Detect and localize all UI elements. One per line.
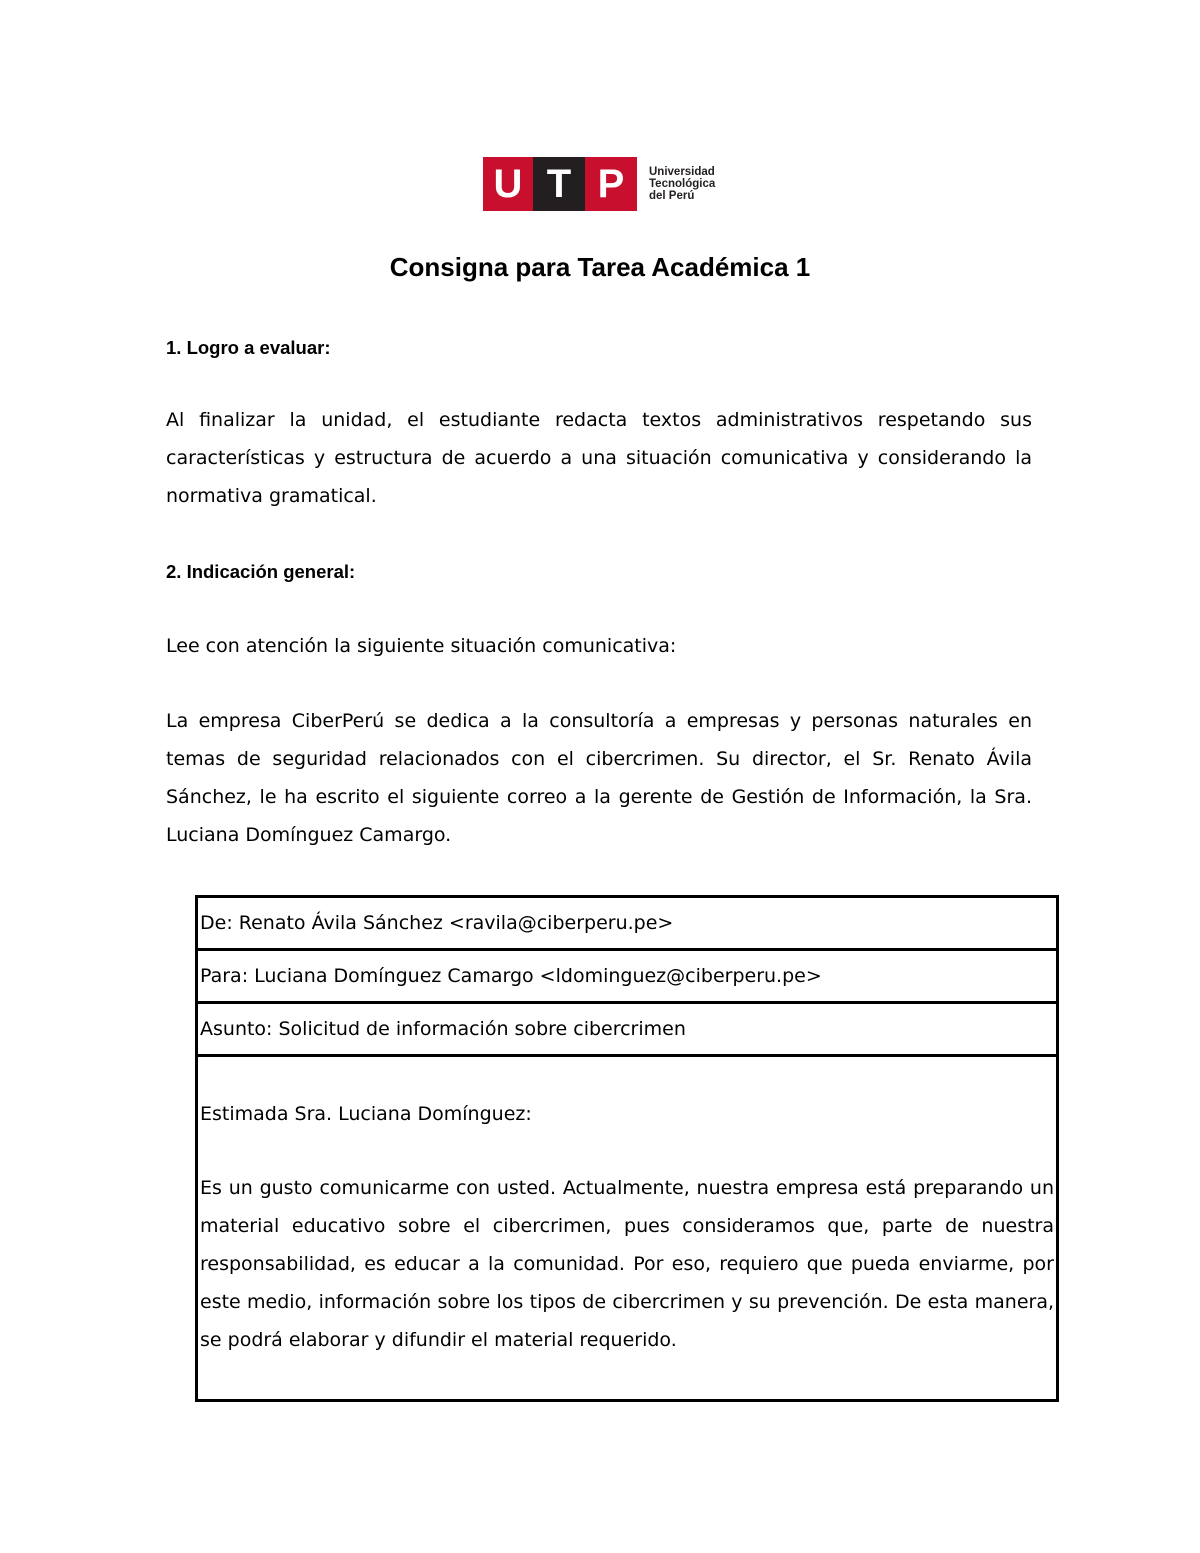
logo-name-line: del Perú — [649, 190, 695, 202]
email-to: Para: Luciana Domínguez Camargo <ldominguez@ciberperu.pe> — [197, 950, 1058, 1003]
logo-university-name — [649, 157, 715, 211]
page-title: Consigna para Tarea Académica 1 — [389, 252, 811, 282]
logo-letter-p: P — [585, 157, 637, 211]
logo-letter-u: U — [483, 157, 533, 211]
email-table — [195, 895, 1059, 1402]
email-body-text: Es un gusto comunicarme con usted. Actualmente, nuestra empresa está preparando un material educativo sobre el cibercrimen, pues consideramos que, parte de nuestra responsabilidad, es educar a la comunidad. Por eso, requiero que pueda enviarme, por este medio, información sobre los tipos de cibercrimen y su prevención. De esta manera, se podrá elaborar y difundir el material requerido. — [200, 1177, 1054, 1351]
section1-text: Al finalizar la unidad, el estudiante redacta textos administrativos respetando sus características y estructura de acuerdo a una situación comunicativa y considerando la normativa gramatical. — [166, 409, 1032, 507]
email-greeting: Estimada Sra. Luciana Domínguez: — [200, 1103, 532, 1125]
section1-heading: 1. Logro a evaluar: — [166, 337, 331, 358]
situation-text: La empresa CiberPerú se dedica a la consultoría a empresas y personas naturales en temas de seguridad relacionados con el cibercrimen. Su director, el Sr. Renato Ávila Sánchez, le ha escrito el siguiente correo a la gerente de Gestión de Información, la Sra. Luciana Domínguez Camargo. — [166, 710, 1032, 846]
logo-letter-t: T — [533, 157, 585, 211]
email-from: De: Renato Ávila Sánchez <ravila@ciberperu.pe> — [197, 897, 1058, 950]
section2-heading: 2. Indicación general: — [166, 561, 356, 582]
section2-intro: Lee con atención la siguiente situación comunicativa: — [166, 635, 677, 657]
logo-name-line: Universidad — [649, 166, 715, 178]
email-subject: Asunto: Solicitud de información sobre cibercrimen — [197, 1003, 1058, 1056]
logo-name-line: Tecnológica — [649, 178, 716, 190]
utp-logo — [483, 157, 723, 211]
email-body-cell — [197, 1056, 1058, 1401]
